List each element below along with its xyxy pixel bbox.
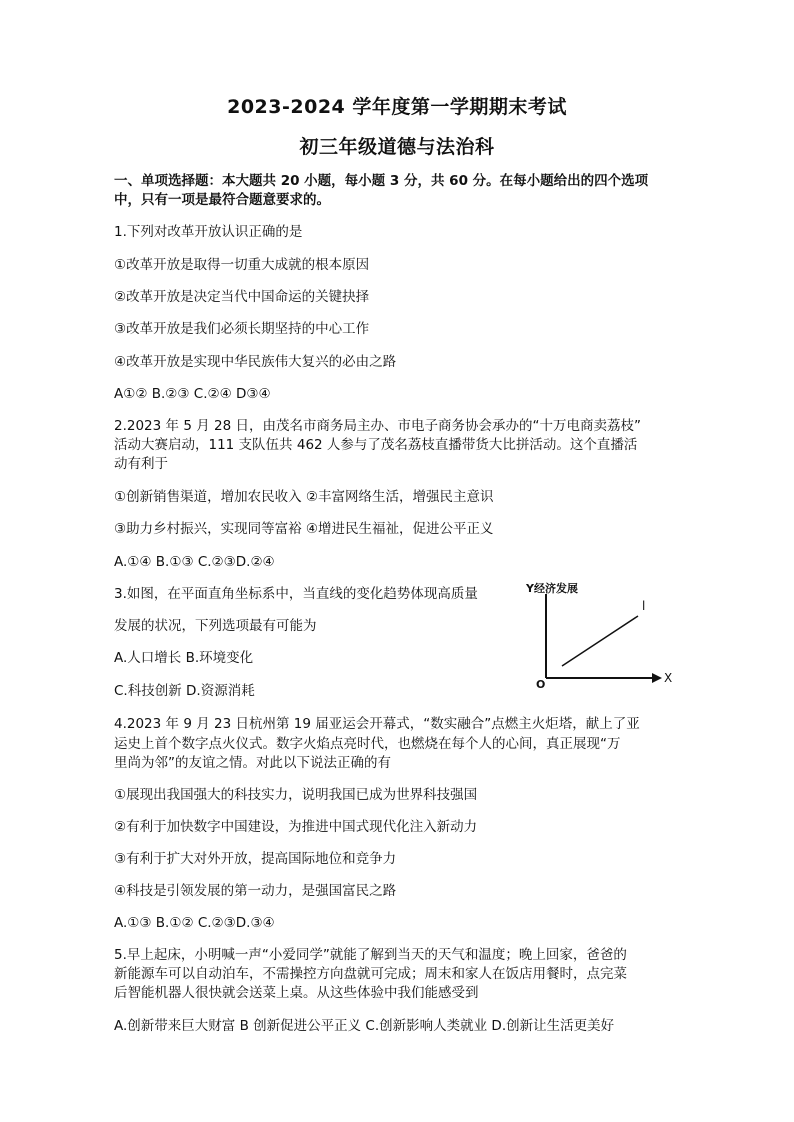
x-axis-arrow [652,673,662,683]
exam-title: 2023-2024 学年度第一学期期末考试 [227,96,567,118]
section-instruction-line-1: 一、单项选择题：本大题共 20 小题，每小题 3 分，共 60 分。在每小题给出的四个选项 [114,173,649,189]
q5-answers: A.创新带来巨大财富 B 创新促进公平正义 C.创新影响人类就业 D.创新让生活更美好 [114,1018,615,1034]
q3-answers-ab: A.人口增长 B.环境变化 [114,650,254,666]
q4-stem-line-1: 4.2023 年 9 月 23 日杭州第 19 届亚运会开幕式，“数实融合”点燃主火炬塔，献上了亚 [114,716,640,732]
q2-stem-line-3: 动有利于 [114,456,168,472]
q2-stem-line-1: 2.2023 年 5 月 28 日，由茂名市商务局主办、市电子商务协会承办的“十万电商卖荔枝” [114,418,641,434]
section-instruction-line-2: 中，只有一项是最符合题意要求的。 [114,192,330,208]
q5-stem-line-1: 5.早上起床，小明喊一声“小爱同学”就能了解到当天的天气和温度；晚上回家，爸爸的 [114,947,627,963]
q4-stem-line-3: 里尚为邻”的友谊之情。对此以下说法正确的有 [114,755,391,771]
q4-option-2: ②有利于加快数字中国建设，为推进中国式现代化注入新动力 [114,819,478,835]
q2-options-1-2: ①创新销售渠道，增加农民收入 ②丰富网络生活，增强民主意识 [114,489,494,505]
q1-option-1: ①改革开放是取得一切重大成就的根本原因 [114,257,370,273]
q3-stem-line-1: 3.如图，在平面直角坐标系中，当直线的变化趋势体现高质量 [114,586,478,602]
q1-option-4: ④改革开放是实现中华民族伟大复兴的必由之路 [114,354,397,370]
q5-stem-line-2: 新能源车可以自动泊车，不需操控方向盘就可完成；周末和家人在饭店用餐时，点完菜 [114,966,627,982]
q4-option-4: ④科技是引领发展的第一动力，是强国富民之路 [114,883,397,899]
q4-stem-line-2: 运史上首个数字点火仪式。数字火焰点亮时代，也燃烧在每个人的心间，真正展现“万 [114,736,621,752]
q3-answers-cd: C.科技创新 D.资源消耗 [114,683,255,699]
origin-label: O [536,678,546,690]
q2-stem-line-2: 活动大赛启动，111 支队伍共 462 人参与了茂名荔枝直播带货大比拼活动。这个直播活 [114,437,638,453]
q2-options-3-4: ③助力乡村振兴，实现同等富裕 ④增进民生福祉，促进公平正义 [114,521,494,537]
q1-stem: 1.下列对改革开放认识正确的是 [114,224,303,240]
q1-answers: A①② B.②③ C.②④ D③④ [114,386,271,402]
exam-subtitle: 初三年级道德与法治科 [299,136,495,158]
q4-option-1: ①展现出我国强大的科技实力，说明我国已成为世界科技强国 [114,787,478,803]
y-axis-label: Y经济发展 [526,582,578,595]
q2-answers: A.①④ B.①③ C.②③D.②④ [114,554,275,570]
q4-answers: A.①③ B.①② C.②③D.③④ [114,915,275,931]
q1-option-3: ③改革开放是我们必须长期坚持的中心工作 [114,321,370,337]
q4-option-3: ③有利于扩大对外开放，提高国际地位和竞争力 [114,851,397,867]
q3-stem-line-2: 发展的状况，下列选项最有可能为 [114,618,317,634]
trend-line [562,616,638,666]
x-axis-label: X [664,671,673,685]
line-label: l [642,599,646,613]
q1-option-2: ②改革开放是决定当代中国命运的关键抉择 [114,289,370,305]
q5-stem-line-3: 后智能机器人很快就会送菜上桌。从这些体验中我们能感受到 [114,985,479,1001]
q3-coordinate-graph [520,580,680,690]
